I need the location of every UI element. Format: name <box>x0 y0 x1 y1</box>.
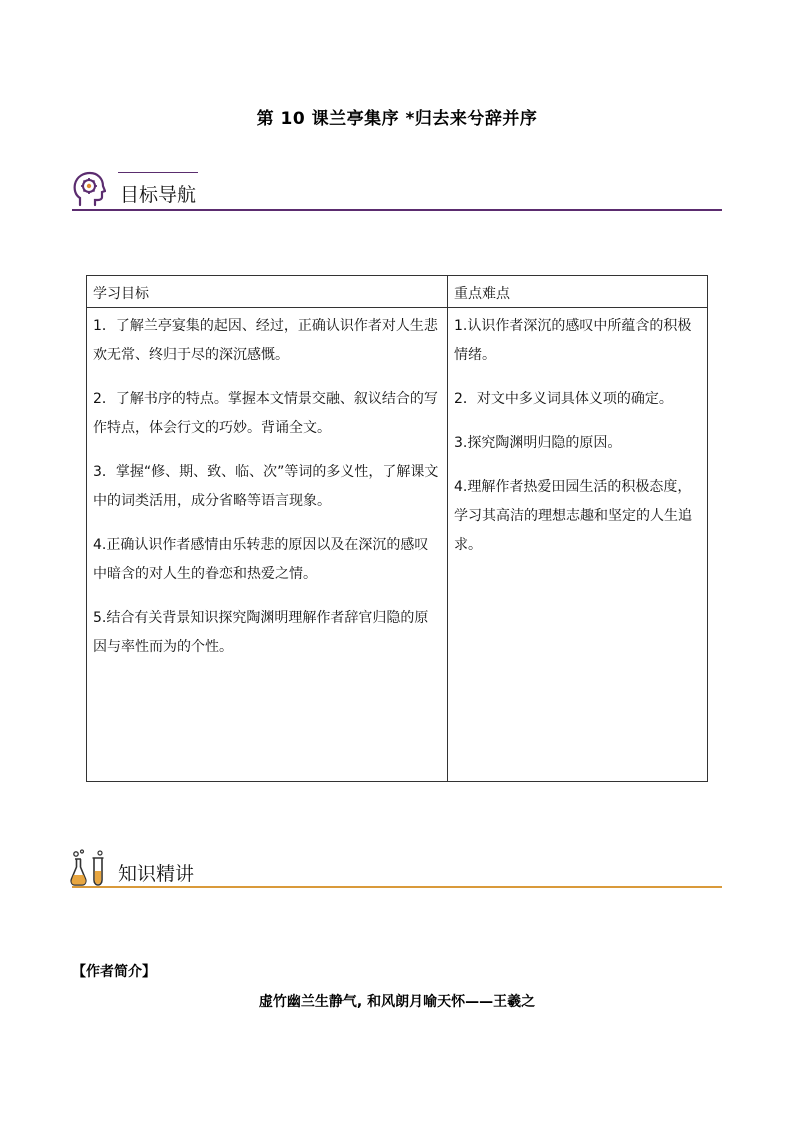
goals-table <box>86 275 708 782</box>
table-header-divider <box>87 307 707 308</box>
learning-goal-item: 2．了解书序的特点。掌握本文情景交融、叙议结合的写作特点，体会行文的巧妙。背诵全文。 <box>93 391 438 436</box>
section-rule-knowledge <box>72 886 722 888</box>
table-header-key-points: 重点难点 <box>454 286 510 302</box>
page-title: 第 10 课兰亭集序 *归去来兮辞并序 <box>256 109 538 129</box>
learning-goals-column <box>93 312 441 677</box>
table-column-divider <box>447 276 448 781</box>
key-point-item: 3.探究陶渊明归隐的原因。 <box>454 435 622 451</box>
learning-goal-item: 3．掌握“修、期、致、临、次”等词的多义性，了解课文中的词类活用，成分省略等语言现象。 <box>93 464 439 509</box>
key-point-item: 2．对文中多义词具体义项的确定。 <box>454 391 673 407</box>
head-gear-icon <box>72 171 106 209</box>
learning-goal-item: 5.结合有关背景知识探究陶渊明理解作者辞官归隐的原因与率性而为的个性。 <box>93 610 429 655</box>
author-intro-heading: 【作者简介】 <box>72 964 156 980</box>
table-header-learning-goals: 学习目标 <box>93 286 149 302</box>
section-top-rule <box>118 172 198 173</box>
lab-flask-icon <box>70 849 110 887</box>
section-rule-goals <box>72 209 722 211</box>
section-title-knowledge: 知识精讲 <box>118 863 195 885</box>
learning-goal-item: 1．了解兰亭宴集的起因、经过，正确认识作者对人生悲欢无常、终归于尽的深沉感慨。 <box>93 318 438 363</box>
key-point-item: 4.理解作者热爱田园生活的积极态度，学习其高洁的理想志趣和坚定的人生追求。 <box>454 479 692 553</box>
learning-goal-item: 4.正确认识作者感情由乐转悲的原因以及在深沉的感叹中暗含的对人生的眷恋和热爱之情。 <box>93 537 429 582</box>
section-title-goals: 目标导航 <box>120 184 197 206</box>
author-quote: 虚竹幽兰生静气, 和风朗月喻天怀——王羲之 <box>258 994 536 1010</box>
key-point-item: 1.认识作者深沉的感叹中所蕴含的积极情绪。 <box>454 318 692 363</box>
key-points-column <box>454 312 704 575</box>
